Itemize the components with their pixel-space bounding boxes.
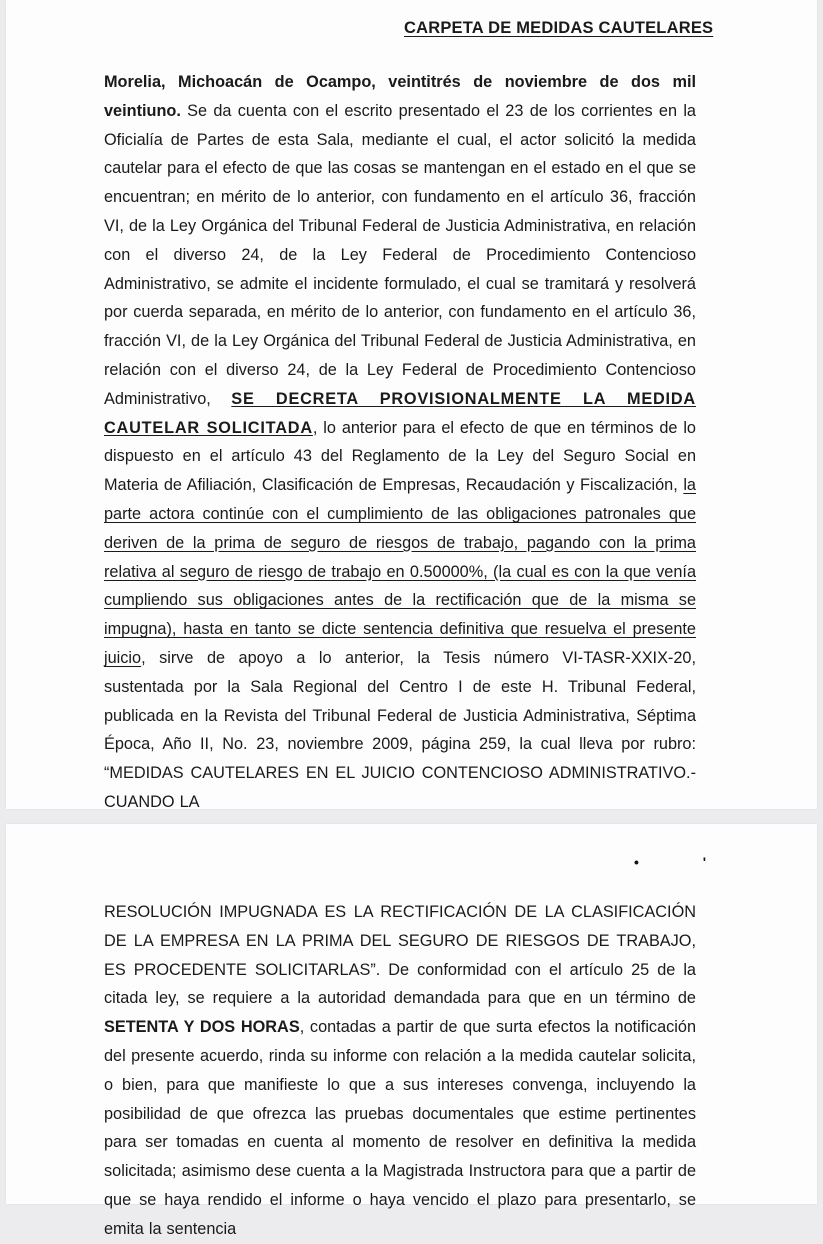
document-page-1 (6, 0, 817, 809)
paragraph-text: Se da cuenta con el escrito presentado el 23 de los corrientes en la Oficialía de Partes de esta Sala, mediante el cual, el actor solicitó la medida cautelar para el efecto de que las cosas se mantengan en el estado en el que se encuentran; en mérito de lo anterior, con fundamento en el artículo 36, fracción VI, de la Ley Orgánica del Tribunal Federal de Justicia Administrativa, en relación con el diverso 24, de la Ley Federal de Procedimiento Contencioso Administrativo, se admite el incidente formulado, el cual se tramitará y resolverá por cuerda separada, en mérito de lo anterior, con fundamento en el artículo 36, fracción VI, de la Ley Orgánica del Tribunal Federal de Justicia Administrativa, en relación con el diverso 24, de la Ley Federal de Procedimiento Contencioso Administrativo, (104, 101, 696, 408)
decree-text: SE DECRETA PROVISIONALMENTE LA MEDIDA CAUTELAR SOLICITADA (104, 389, 696, 437)
underlined-text: la parte actora continúe con el cumplimiento de las obligaciones patronales que deriven de la prima de seguro de riesgos de trabajo, pagando con la prima relativa al seguro de riesgo de trabajo en 0.50000%, (la cual es con la que venía cumpliendo sus obligaciones antes de la rectificación que de la misma se impugna), hasta en tanto se dicte sentencia definitiva que resuelva el presente juicio (104, 476, 696, 667)
paragraph-text: , lo anterior para el efecto de que en términos de lo dispuesto en el artículo 43 del Reglamento de la Ley del Seguro Social en Materia de Afiliación, Clasificación de Empresas, Recaudación y Fiscalización, (104, 418, 696, 495)
bold-text: SETENTA Y DOS HORAS (104, 1018, 300, 1037)
date-line: Morelia, Michoacán de Ocampo, veintitrés de noviembre de dos mil veintiuno. (104, 73, 696, 120)
document-page-2 (6, 824, 817, 1238)
page-1-body (104, 68, 696, 817)
paragraph-text: , sirve de apoyo a lo anterior, la Tesis número VI-TASR-XXIX-20, sustentada por la Sala Regional del Centro I de este H. Tribunal Federal, publicada en la Revista del Tribunal Federal de Justicia Administrativa, Séptima Época, Año II, No. 23, noviembre 2009, página 259, la cual lleva por rubro: “MEDIDAS CAUTELARES EN EL JUICIO CONTENCIOSO ADMINISTRATIVO.- CUANDO LA (104, 648, 696, 811)
paragraph-text: RESOLUCIÓN IMPUGNADA ES LA RECTIFICACIÓN DE LA CLASIFICACIÓN DE LA EMPRESA EN LA PRIMA DEL SEGURO DE RIESGOS DE TRABAJO, ES PROCEDENTE SOLICITARLAS”. De conformidad con el artículo 25 de la citada ley, se requiere a la autoridad demandada para que en un término de (104, 903, 696, 1008)
page-header: CARPETA DE MEDIDAS CAUTELARES (404, 19, 714, 37)
paragraph-text: , contadas a partir de que surta efectos la notificación del presente acuerdo, rinda su informe con relación a la medida cautelar solicita, o bien, para que manifieste lo que a sus intereses convenga, incluyendo la posibilidad de que ofrezca las pruebas documentales que estime pertinentes para ser tomadas en cuenta al momento de resolver en definitiva la medida solicitada; asimismo dese cuenta a la Magistrada Instructora para que a partir de que se haya rendido el informe o haya vencido el plazo para presentarlo, se emita la sentencia (104, 1018, 696, 1238)
page-marks: • ' (634, 854, 737, 870)
page-2-body (104, 898, 696, 1244)
